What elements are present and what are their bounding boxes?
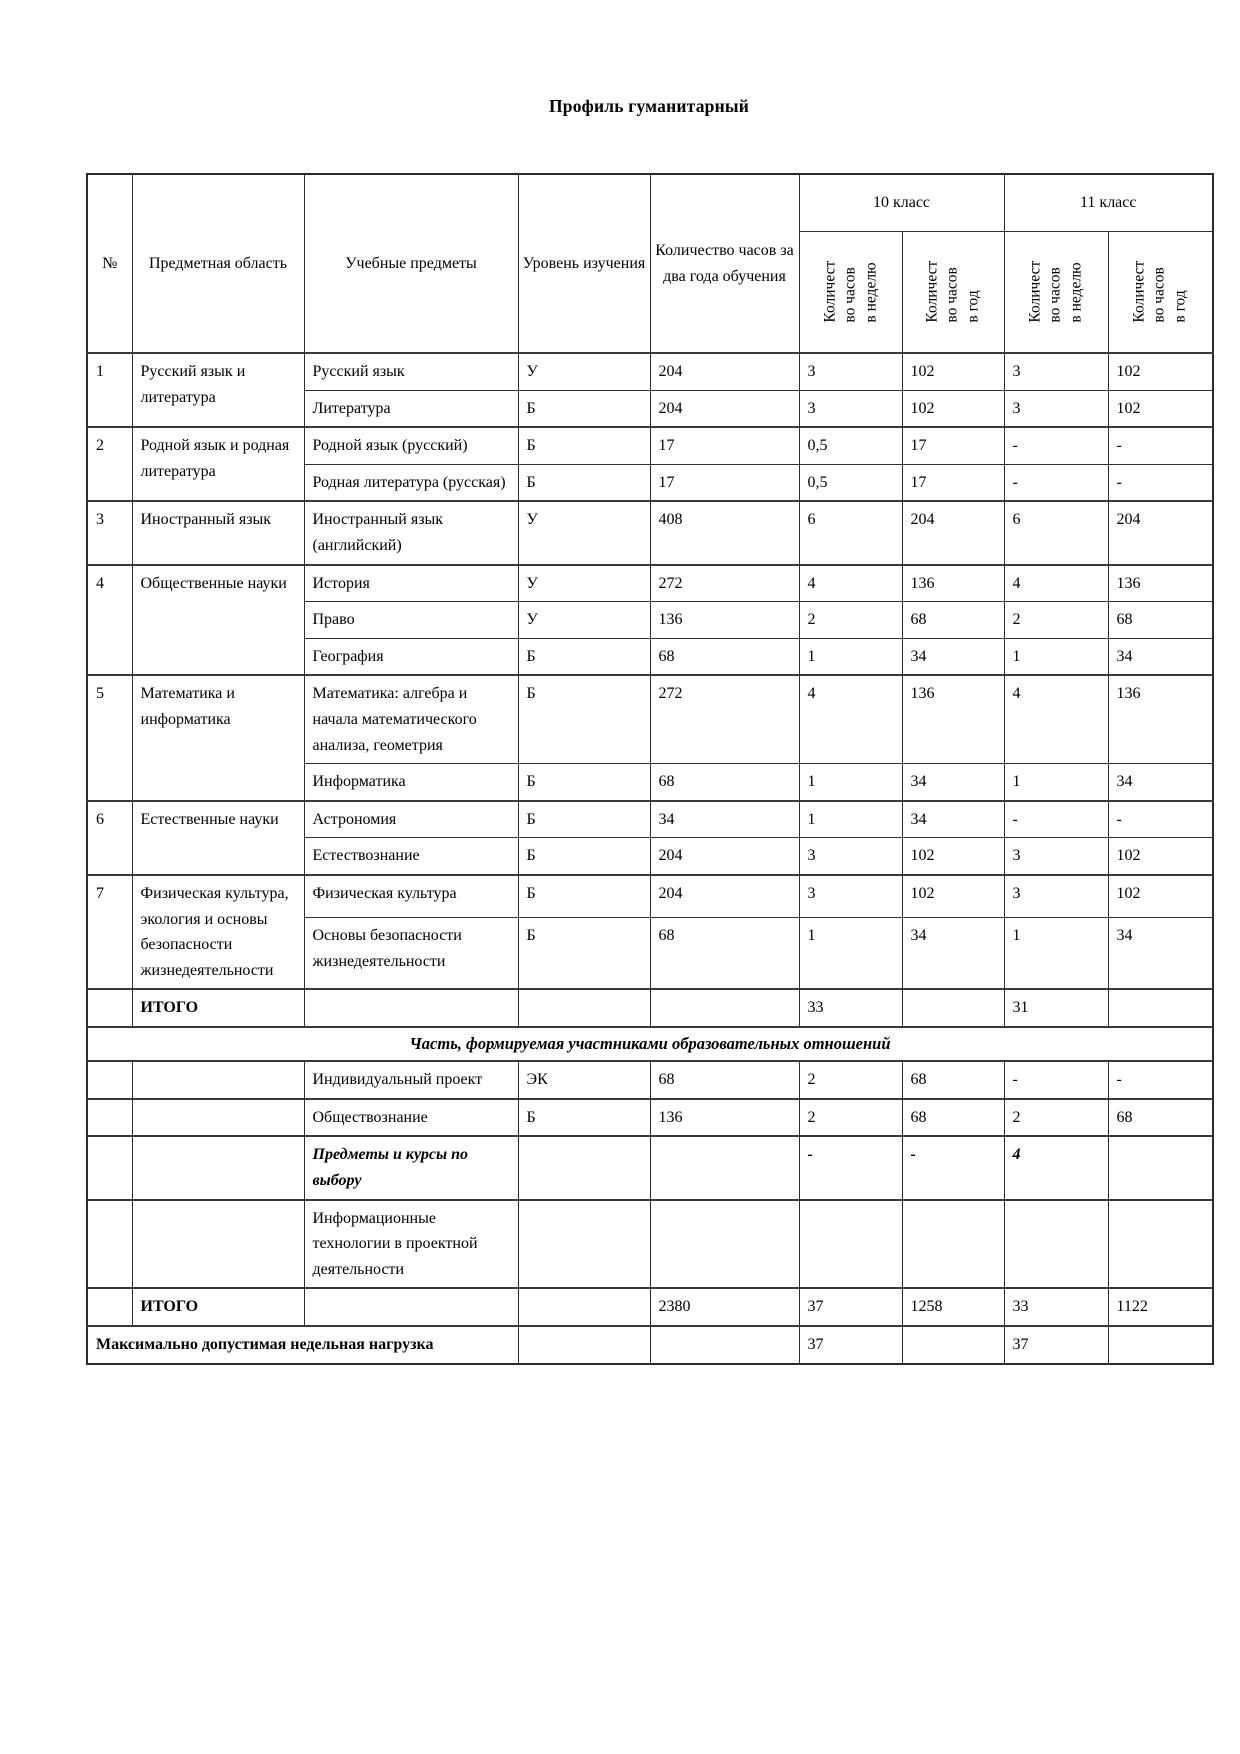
cell-week-10: 0,5 (799, 464, 902, 501)
cell-level: У (518, 602, 650, 639)
cell-level: Б (518, 1099, 650, 1137)
table-row (87, 1200, 1213, 1289)
table-row (87, 801, 1213, 838)
cell-year-10: 102 (902, 875, 1004, 918)
cell-total-hours: 68 (650, 638, 799, 675)
cell-level: Б (518, 390, 650, 427)
cell-week-10: 3 (799, 838, 902, 875)
cell-level: Б (518, 427, 650, 464)
header-row-top (87, 174, 1213, 232)
cell-year-11 (1108, 989, 1213, 1027)
cell-year-10: 34 (902, 764, 1004, 801)
itogo-row (87, 1288, 1213, 1326)
page-title: Профиль гуманитарный (548, 96, 750, 116)
cell-year-10: 102 (902, 390, 1004, 427)
cell-week-10: 1 (799, 917, 902, 989)
vertical-label-line: Количест (923, 261, 941, 323)
cell-area (132, 1200, 304, 1289)
cell-week-11: - (1004, 1061, 1108, 1099)
cell-total-hours: 204 (650, 353, 799, 390)
section-title: Часть, формируемая участниками образовательных отношений (87, 1027, 1213, 1061)
cell-week-10: 4 (799, 565, 902, 602)
cell-level (518, 1200, 650, 1289)
cell-year-11 (1108, 1136, 1213, 1199)
cell-week-10: 3 (799, 353, 902, 390)
vertical-label-line: в неделю (861, 262, 879, 323)
cell-area: Иностранный язык (132, 501, 304, 564)
table-row (87, 501, 1213, 564)
cell-year-10: 17 (902, 464, 1004, 501)
cell-subject: Математика: алгебра и начала математического анализа, геометрия (304, 675, 518, 763)
table-row (87, 1099, 1213, 1137)
cell-year-11: - (1108, 1061, 1213, 1099)
cell-level (518, 1326, 650, 1364)
cell-num: 6 (87, 801, 132, 875)
cell-year-10: 102 (902, 353, 1004, 390)
cell-num: 3 (87, 501, 132, 564)
vertical-label-line: во часов (841, 267, 859, 323)
cell-level: У (518, 565, 650, 602)
cell-area: Математика и информатика (132, 675, 304, 800)
cell-year-11: 204 (1108, 501, 1213, 564)
header-10-week (799, 232, 902, 354)
cell-week-10: 2 (799, 602, 902, 639)
cell-week-11: 1 (1004, 764, 1108, 801)
vertical-label-line: Количест (1026, 261, 1044, 323)
cell-subject: История (304, 565, 518, 602)
cell-week-10: 2 (799, 1061, 902, 1099)
cell-total-hours: 136 (650, 602, 799, 639)
cell-year-10: 136 (902, 565, 1004, 602)
table-row (87, 353, 1213, 390)
cell-year-11: - (1108, 464, 1213, 501)
cell-area: Естественные науки (132, 801, 304, 875)
cell-year-11: 68 (1108, 602, 1213, 639)
cell-week-11: - (1004, 464, 1108, 501)
cell-num: 5 (87, 675, 132, 800)
max-load-label: Максимально допустимая недельная нагрузка (87, 1326, 518, 1364)
cell-area (132, 1136, 304, 1199)
cell-area: Родной язык и родная литература (132, 427, 304, 501)
cell-level: Б (518, 875, 650, 918)
cell-num (87, 1200, 132, 1289)
section-row (87, 1027, 1213, 1061)
cell-subject: Информатика (304, 764, 518, 801)
cell-total-hours: 68 (650, 1061, 799, 1099)
cell-total-hours: 17 (650, 464, 799, 501)
cell-week-10: - (799, 1136, 902, 1199)
cell-year-11: 102 (1108, 353, 1213, 390)
cell-year-10: 68 (902, 602, 1004, 639)
cell-year-11: 102 (1108, 875, 1213, 918)
cell-subject: Право (304, 602, 518, 639)
cell-total-hours: 2380 (650, 1288, 799, 1326)
cell-area: Русский язык и литература (132, 353, 304, 427)
cell-week-11: 3 (1004, 390, 1108, 427)
cell-subject: Родная литература (русская) (304, 464, 518, 501)
table-row (87, 1061, 1213, 1099)
cell-level: Б (518, 638, 650, 675)
cell-week-11: 6 (1004, 501, 1108, 564)
cell-total-hours: 204 (650, 390, 799, 427)
header-num: № (87, 174, 132, 353)
cell-total-hours: 272 (650, 565, 799, 602)
cell-year-10: 102 (902, 838, 1004, 875)
header-11-week (1004, 232, 1108, 354)
cell-week-10 (799, 1200, 902, 1289)
cell-level (518, 989, 650, 1027)
cell-subject (304, 1288, 518, 1326)
header-total-hours: Количество часов за два года обучения (650, 174, 799, 353)
vertical-label-line: во часов (943, 267, 961, 323)
header-level: Уровень изучения (518, 174, 650, 353)
vertical-label-line: в неделю (1067, 262, 1085, 323)
cell-total-hours (650, 1200, 799, 1289)
cell-week-11: 3 (1004, 838, 1108, 875)
cell-subject: Родной язык (русский) (304, 427, 518, 464)
table-row (87, 427, 1213, 464)
cell-week-10: 3 (799, 875, 902, 918)
cell-total-hours: 17 (650, 427, 799, 464)
cell-total-hours: 408 (650, 501, 799, 564)
cell-year-11: 136 (1108, 565, 1213, 602)
header-grade-11: 11 класс (1004, 174, 1213, 232)
header-11-year (1108, 232, 1213, 354)
cell-level: ЭК (518, 1061, 650, 1099)
cell-subject: Предметы и курсы по выбору (304, 1136, 518, 1199)
cell-subject: Литература (304, 390, 518, 427)
cell-week-11: 33 (1004, 1288, 1108, 1326)
cell-total-hours: 204 (650, 838, 799, 875)
header-grade-10: 10 класс (799, 174, 1004, 232)
cell-week-11: 37 (1004, 1326, 1108, 1364)
cell-level: У (518, 501, 650, 564)
cell-week-10: 37 (799, 1326, 902, 1364)
cell-area (132, 1099, 304, 1137)
cell-year-11: 1122 (1108, 1288, 1213, 1326)
cell-total-hours: 136 (650, 1099, 799, 1137)
cell-total-hours (650, 1326, 799, 1364)
table-row (87, 565, 1213, 602)
cell-num: 1 (87, 353, 132, 427)
cell-year-10 (902, 1200, 1004, 1289)
cell-week-10: 0,5 (799, 427, 902, 464)
cell-total-hours (650, 1136, 799, 1199)
cell-year-10: 68 (902, 1099, 1004, 1137)
cell-level: Б (518, 917, 650, 989)
cell-num (87, 1136, 132, 1199)
cell-num: 4 (87, 565, 132, 676)
cell-year-10: 17 (902, 427, 1004, 464)
cell-week-11 (1004, 1200, 1108, 1289)
cell-level: Б (518, 675, 650, 763)
cell-year-11: 102 (1108, 390, 1213, 427)
table-body (87, 353, 1213, 1364)
cell-year-11: 136 (1108, 675, 1213, 763)
vertical-label-line: в год (964, 290, 982, 323)
header-subjects: Учебные предметы (304, 174, 518, 353)
cell-num (87, 1288, 132, 1326)
cell-area (132, 1061, 304, 1099)
vertical-label-line: во часов (1046, 267, 1064, 323)
table-row (87, 1136, 1213, 1199)
itogo-label: ИТОГО (132, 989, 304, 1027)
cell-subject (304, 989, 518, 1027)
cell-week-10: 1 (799, 801, 902, 838)
cell-year-10: 34 (902, 638, 1004, 675)
cell-year-10 (902, 1326, 1004, 1364)
cell-week-11: 1 (1004, 917, 1108, 989)
cell-num (87, 1099, 132, 1137)
cell-area: Общественные науки (132, 565, 304, 676)
table-row (87, 675, 1213, 763)
cell-week-11: 2 (1004, 1099, 1108, 1137)
cell-week-11: 1 (1004, 638, 1108, 675)
cell-year-11: 34 (1108, 917, 1213, 989)
header-10-year (902, 232, 1004, 354)
cell-week-10: 4 (799, 675, 902, 763)
cell-year-10 (902, 989, 1004, 1027)
cell-subject: Естествознание (304, 838, 518, 875)
cell-level (518, 1288, 650, 1326)
table-row (87, 875, 1213, 918)
cell-subject: Информационные технологии в проектной деятельности (304, 1200, 518, 1289)
cell-level: Б (518, 801, 650, 838)
cell-year-11: 102 (1108, 838, 1213, 875)
cell-area: Физическая культура, экология и основы безопасности жизнедеятельности (132, 875, 304, 989)
curriculum-table (86, 173, 1214, 1365)
cell-total-hours (650, 989, 799, 1027)
cell-year-11: 68 (1108, 1099, 1213, 1137)
cell-total-hours: 68 (650, 764, 799, 801)
cell-year-11: - (1108, 427, 1213, 464)
cell-year-10: 204 (902, 501, 1004, 564)
cell-week-11: 2 (1004, 602, 1108, 639)
cell-level: Б (518, 838, 650, 875)
vertical-label-line: Количест (820, 261, 838, 323)
cell-week-11: 4 (1004, 565, 1108, 602)
vertical-label-line: в год (1171, 290, 1189, 323)
cell-week-11: 4 (1004, 1136, 1108, 1199)
cell-num (87, 1061, 132, 1099)
cell-total-hours: 272 (650, 675, 799, 763)
cell-num: 2 (87, 427, 132, 501)
cell-week-10: 1 (799, 638, 902, 675)
cell-year-10: 34 (902, 917, 1004, 989)
cell-year-10: - (902, 1136, 1004, 1199)
cell-week-10: 37 (799, 1288, 902, 1326)
cell-week-11: 31 (1004, 989, 1108, 1027)
cell-subject: Обществознание (304, 1099, 518, 1137)
cell-subject: География (304, 638, 518, 675)
cell-subject: Индивидуальный проект (304, 1061, 518, 1099)
cell-total-hours: 34 (650, 801, 799, 838)
cell-week-11: 4 (1004, 675, 1108, 763)
cell-year-10: 136 (902, 675, 1004, 763)
cell-week-10: 6 (799, 501, 902, 564)
max-load-row (87, 1326, 1213, 1364)
cell-year-11: 34 (1108, 638, 1213, 675)
cell-week-10: 2 (799, 1099, 902, 1137)
cell-year-10: 34 (902, 801, 1004, 838)
cell-week-11: 3 (1004, 875, 1108, 918)
cell-year-10: 1258 (902, 1288, 1004, 1326)
header-area: Предметная область (132, 174, 304, 353)
vertical-label-line: во часов (1151, 267, 1169, 323)
cell-week-11: 3 (1004, 353, 1108, 390)
table-header (87, 174, 1213, 353)
cell-level: Б (518, 464, 650, 501)
cell-subject: Астрономия (304, 801, 518, 838)
cell-total-hours: 204 (650, 875, 799, 918)
cell-week-10: 3 (799, 390, 902, 427)
cell-level (518, 1136, 650, 1199)
cell-week-10: 1 (799, 764, 902, 801)
cell-num: 7 (87, 875, 132, 989)
cell-subject: Иностранный язык (английский) (304, 501, 518, 564)
cell-year-10: 68 (902, 1061, 1004, 1099)
cell-subject: Русский язык (304, 353, 518, 390)
cell-week-11: - (1004, 427, 1108, 464)
cell-year-11 (1108, 1200, 1213, 1289)
cell-level: Б (518, 764, 650, 801)
cell-year-11 (1108, 1326, 1213, 1364)
vertical-label-line: Количест (1130, 261, 1148, 323)
cell-year-11: 34 (1108, 764, 1213, 801)
cell-year-11: - (1108, 801, 1213, 838)
itogo-row (87, 989, 1213, 1027)
cell-subject: Основы безопасности жизнедеятельности (304, 917, 518, 989)
cell-total-hours: 68 (650, 917, 799, 989)
cell-subject: Физическая культура (304, 875, 518, 918)
cell-num (87, 989, 132, 1027)
cell-week-10: 33 (799, 989, 902, 1027)
cell-level: У (518, 353, 650, 390)
itogo-label: ИТОГО (132, 1288, 304, 1326)
cell-week-11: - (1004, 801, 1108, 838)
